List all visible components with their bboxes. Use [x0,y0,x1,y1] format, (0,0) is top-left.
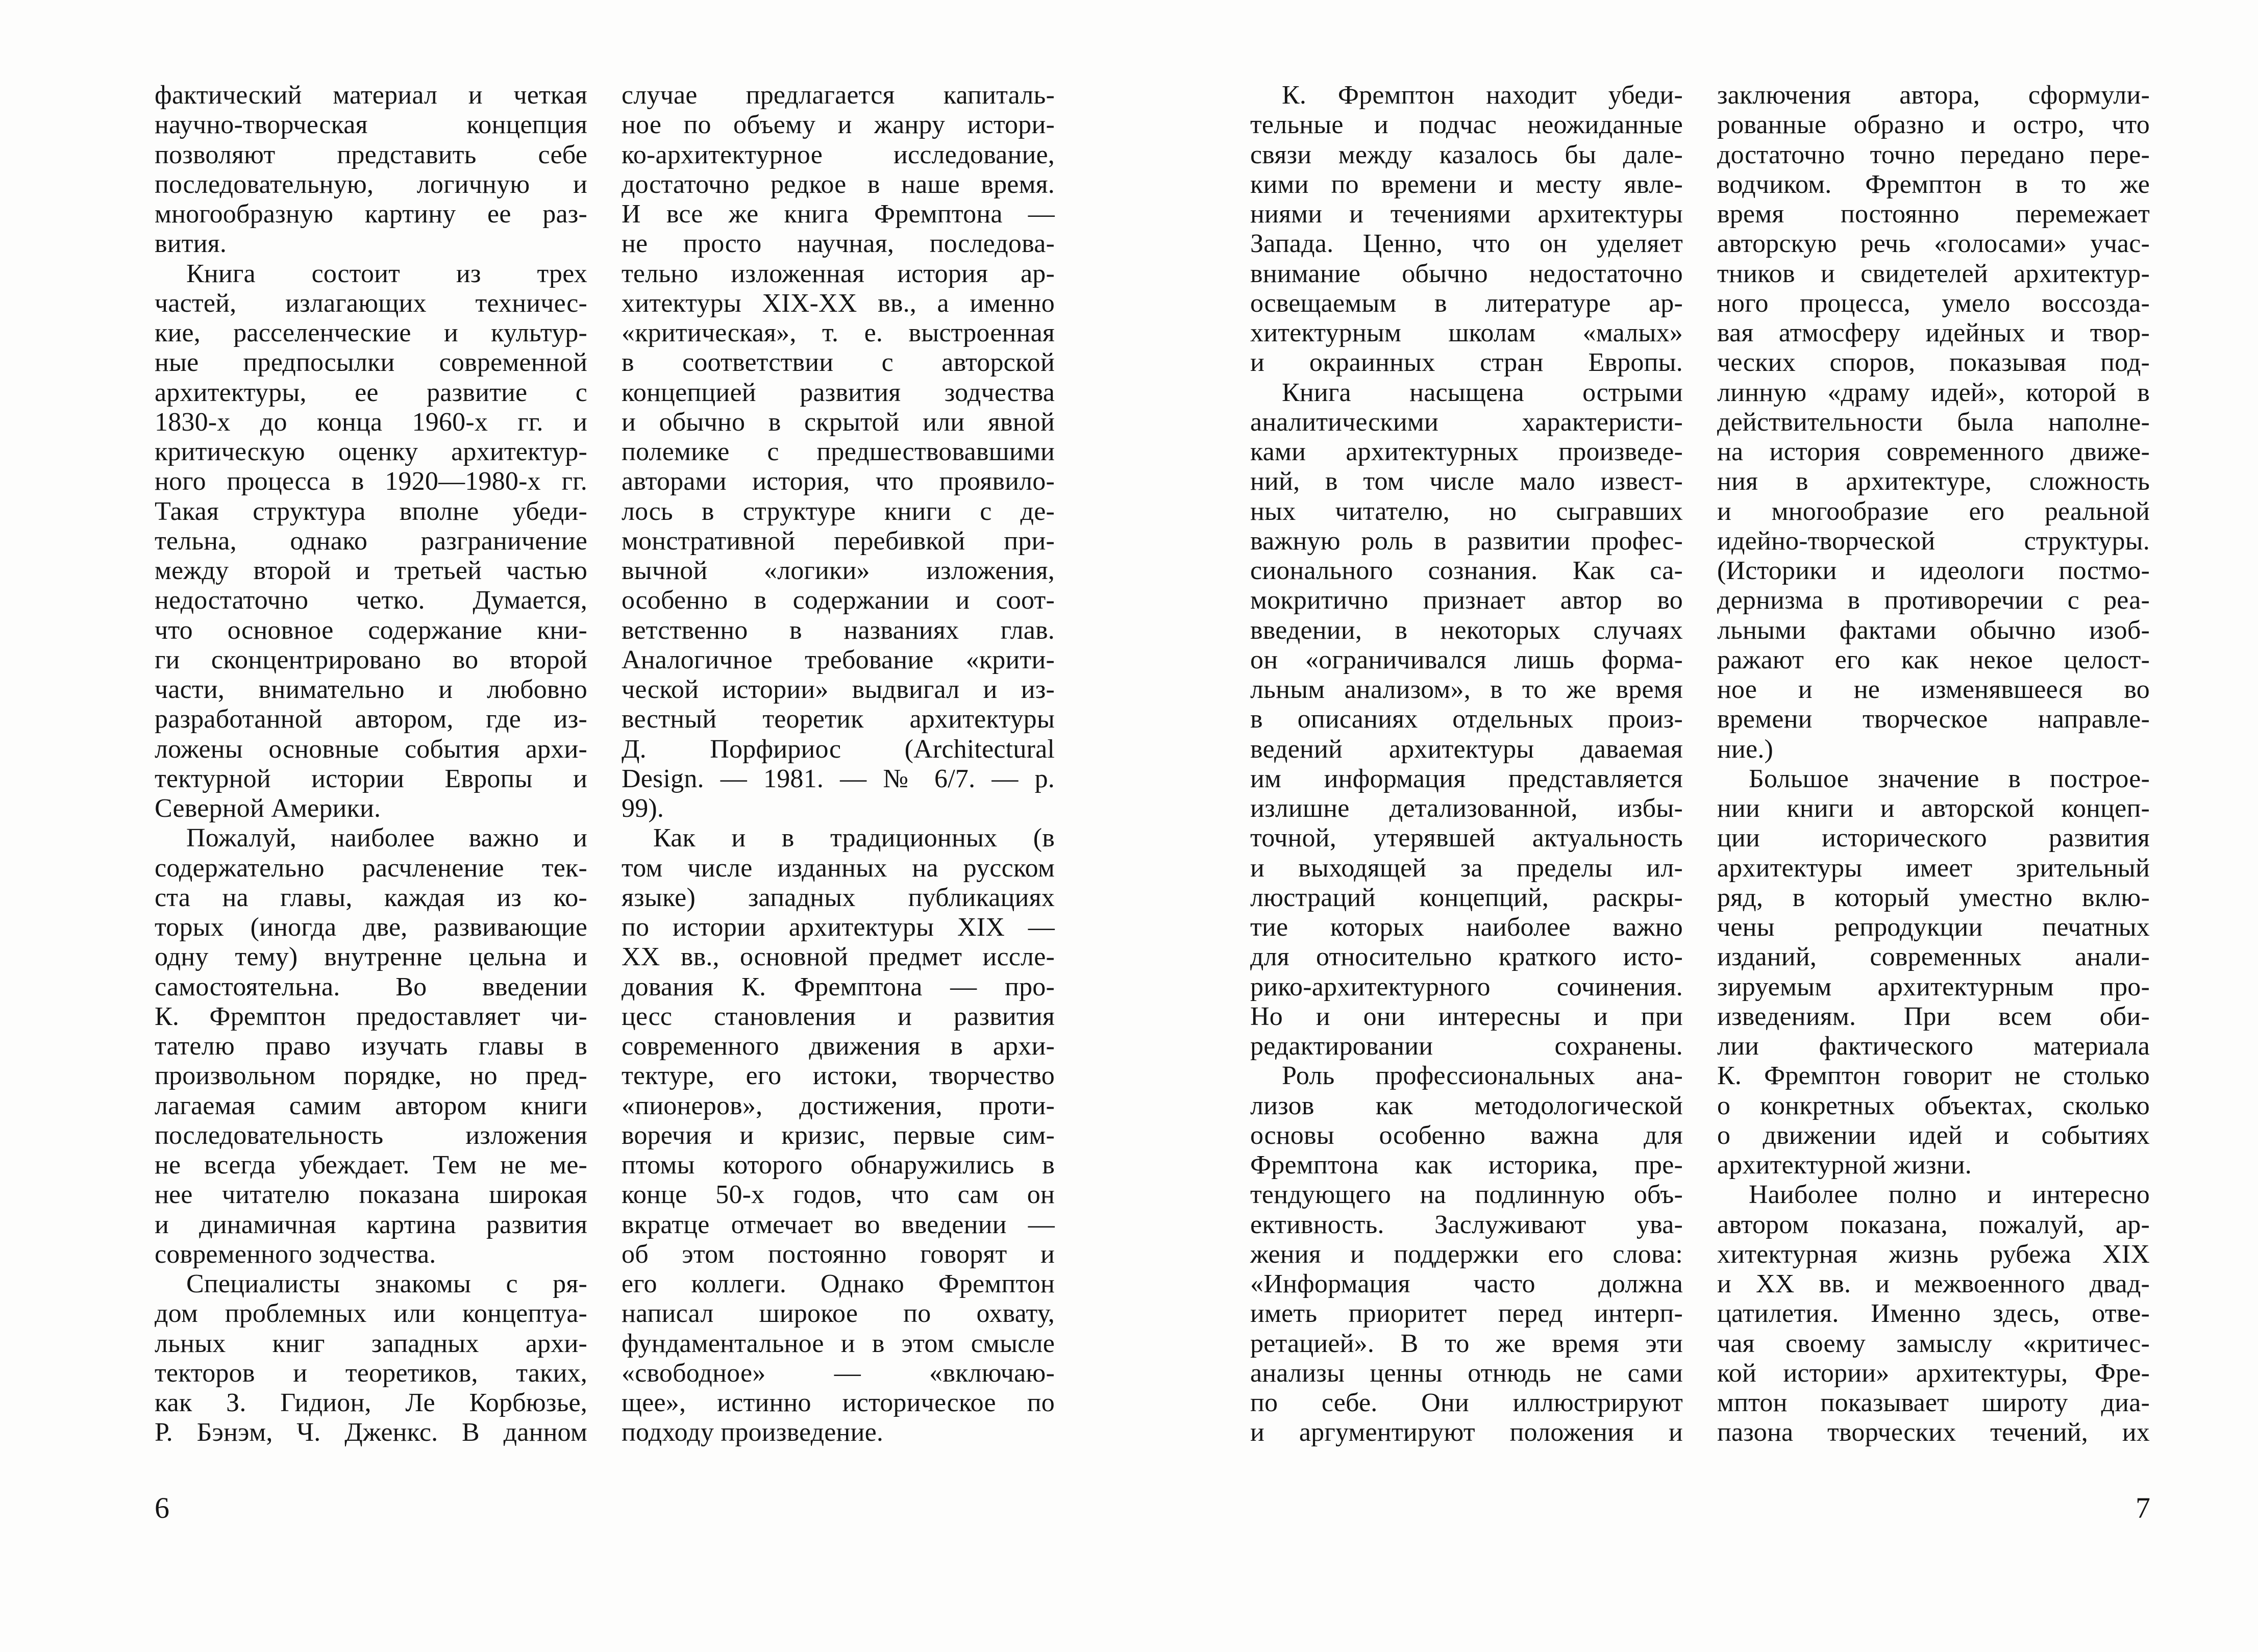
text-line: пазона творческих течений, их [1717,1418,2150,1447]
text-line: для относительно краткого исто- [1250,942,1683,972]
text-line: дования К. Фремптона — про- [622,972,1055,1002]
text-line: последовательную, логичную и [155,169,587,199]
text-line: цесс становления и развития [622,1002,1055,1031]
text-line: нее читателю показана широкая [155,1180,587,1210]
text-line: ряд, в который уместно вклю- [1717,883,2150,912]
left-page-column-2 [622,81,1055,1448]
text-line: позволяют представить себе [155,140,587,169]
text-line: зируемым архитектурным про- [1717,972,2150,1002]
text-line: хитектуры XIX-XX вв., а именно [622,288,1055,318]
text-line: современного зодчества. [155,1239,436,1269]
text-line: ных читателю, но сыгравших [1250,496,1683,526]
text-line: одну тему) внутренне цельна и [155,942,587,972]
text-line: жения и поддержки его слова: [1250,1239,1683,1269]
right-page-column-1 [1250,81,1683,1448]
text-line: тателю право изучать главы в [155,1032,587,1061]
text-line: современного движения в архи- [622,1032,1055,1061]
text-line: произвольном порядке, но пред- [155,1061,587,1091]
text-line: в описаниях отдельных произ- [1250,705,1683,734]
text-line: автором показана, пожалуй, ар- [1717,1210,2150,1239]
text-line: ний, в том числе мало извест- [1250,467,1683,496]
text-line: вестный теоретик архитектуры [622,705,1055,734]
text-line: ниями и течениями архитектуры [1250,199,1683,229]
text-line: тельно изложенная история ар- [622,259,1055,288]
text-line: Но и они интересны и при [1250,1002,1683,1031]
text-line: цатилетия. Именно здесь, отве- [1717,1299,2150,1329]
text-line: текторов и теоретиков, таких, [155,1358,587,1388]
text-line: ного процесса, умело воссозда- [1717,288,2150,318]
text-line: Д. Порфириос (Architectural [622,734,1055,764]
text-line: (Историки и идеологи постмо- [1717,556,2150,585]
text-line: ние.) [1717,734,1774,764]
text-line: дом проблемных или концептуа- [155,1299,587,1329]
text-line: рико-архитектурного сочинения. [1250,972,1683,1002]
text-line: «Информация часто должна [1250,1269,1683,1298]
text-line: и многообразие его реальной [1717,496,2150,526]
text-line: ретацией». В то же время эти [1250,1329,1683,1358]
text-line: тектурной истории Европы и [155,764,587,793]
text-line: Design. — 1981. — № 6/7. — р. [622,764,1055,793]
text-line: вая атмосферу идейных и твор- [1717,318,2150,347]
text-line: К. Фремптон говорит не столько [1717,1061,2150,1091]
text-line: идейно-творческой структуры. [1717,526,2150,556]
page-number-right: 7 [2136,1491,2150,1524]
text-line: ное и не изменявшееся во [1717,675,2150,704]
text-line: им информация представляется [1250,764,1683,793]
text-line: тельна, однако разграничение [155,526,587,556]
text-line: особенно в содержании и соот- [622,586,1055,615]
text-line: тников и свидетелей архитектур- [1717,259,2150,288]
text-line: ческих споров, показывая под- [1717,348,2150,378]
text-line: времени творческое направле- [1717,705,2150,734]
text-line: полемике с предшествовавшими [622,437,1055,466]
text-line: монстративной перебивкой при- [622,526,1055,556]
text-line: достаточно точно передано пере- [1717,140,2150,169]
text-line: между второй и третьей частью [155,556,587,585]
text-line: анализы ценны отнюдь не сами [1250,1358,1683,1388]
text-line: дернизма в противоречии с реа- [1717,586,2150,615]
text-line: льным анализом», в то же время [1250,675,1683,704]
text-line: вития. [155,229,227,259]
text-line: Такая структура вполне убеди- [155,496,587,526]
text-line: разработанной автором, где из- [155,705,587,734]
text-line: ражают его как некое целост- [1717,645,2150,674]
text-line: ста на главы, каждая из ко- [155,883,587,912]
text-line: тендующего на подлинную объ- [1250,1180,1683,1210]
text-line: И все же книга Фремптона — [622,199,1055,229]
text-line: воречия и кризис, первые сим- [622,1120,1055,1150]
text-line: чая своему замыслу «критичес- [1717,1329,2150,1358]
text-line: написал широкое по охвату, [622,1299,1055,1329]
text-line: фактический материал и четкая [155,81,587,110]
text-line: Книга насыщена острыми [1282,378,1683,407]
text-line: тельные и подчас неожиданные [1250,110,1683,140]
text-line: случае предлагается капиталь- [622,81,1055,110]
right-page-column-2 [1717,81,2150,1448]
text-line: и обычно в скрытой или явной [622,407,1055,437]
text-line: Северной Америки. [155,794,381,823]
text-line: по себе. Они иллюстрируют [1250,1388,1683,1417]
text-line: изданий, современных анали- [1717,942,2150,972]
text-line: ко-архитектурное исследование, [622,140,1055,169]
text-line: рованные образно и остро, что [1717,110,2150,140]
text-line: его коллеги. Однако Фремптон [622,1269,1055,1298]
text-line: о движении идей и событиях [1717,1120,2150,1150]
text-line: лии фактического материала [1717,1032,2150,1061]
text-line: он «ограничивался лишь форма- [1250,645,1683,674]
text-line: конце 50-х годов, что сам он [622,1180,1055,1210]
text-line: авторскую речь «голосами» учас- [1717,229,2150,259]
text-line: и окраинных стран Европы. [1250,348,1683,378]
text-line: Пожалуй, наиболее важно и [186,823,587,853]
text-line: фундаментальное и в этом смысле [622,1329,1055,1358]
text-line: введении, в некоторых случаях [1250,615,1683,645]
text-line: на история современного движе- [1717,437,2150,466]
text-line: лагаемая самим автором книги [155,1091,587,1120]
text-line: и XX вв. и межвоенного двад- [1717,1269,2150,1298]
text-line: Запада. Ценно, что он уделяет [1250,229,1683,259]
text-line: хитектурным школам «малых» [1250,318,1683,347]
text-line: ективность. Заслуживают ува- [1250,1210,1683,1239]
text-line: 99). [622,794,664,823]
text-line: многообразную картину ее раз- [155,199,587,229]
text-line: по истории архитектуры XIX — [622,913,1055,942]
text-line: льными фактами обычно изоб- [1717,615,2150,645]
text-line: недостаточно четко. Думается, [155,586,587,615]
text-line: связи между казалось бы дале- [1250,140,1683,169]
text-line: самостоятельна. Во введении [155,972,587,1002]
text-line: торых (иногда две, развивающие [155,913,587,942]
text-line: льных книг западных архи- [155,1329,587,1358]
text-line: заключения автора, сформули- [1717,81,2150,110]
text-line: содержательно расчленение тек- [155,853,587,883]
text-line: сионального сознания. Как са- [1250,556,1683,585]
text-line: о конкретных объектах, сколько [1717,1091,2150,1120]
text-line: тие которых наиболее важно [1250,913,1683,942]
text-line: хитектурная жизнь рубежа XIX [1717,1239,2150,1269]
text-line: подходу произведение. [622,1418,884,1447]
text-line: Как и в традиционных (в [653,823,1055,853]
text-line: кие, расселенческие и культур- [155,318,587,347]
text-line: и аргументируют положения и [1250,1418,1683,1447]
text-line: Фремптона как историка, пре- [1250,1150,1683,1180]
text-line: XX вв., основной предмет иссле- [622,942,1055,972]
left-page-column-1 [155,81,587,1448]
text-line: мокритично признает автор во [1250,586,1683,615]
text-line: внимание обычно недостаточно [1250,259,1683,288]
text-line: основы особенно важна для [1250,1120,1683,1150]
text-line: кими по времени и месту явле- [1250,169,1683,199]
text-line: достаточно редкое в наше время. [622,169,1055,199]
text-line: последовательность изложения [155,1120,587,1150]
text-line: время постоянно перемежает [1717,199,2150,229]
text-line: в соответствии с авторской [622,348,1055,378]
text-line: Аналогичное требование «крити- [622,645,1055,674]
text-line: критическую оценку архитектур- [155,437,587,466]
text-line: концепцией развития зодчества [622,378,1055,407]
text-line: К. Фремптон предоставляет чи- [155,1002,587,1031]
text-line: ложены основные события архи- [155,734,587,764]
text-line: не просто научная, последова- [622,229,1055,259]
text-line: важную роль в развитии профес- [1250,526,1683,556]
text-line: ги сконцентрировано во второй [155,645,587,674]
text-line: научно-творческая концепция [155,110,587,140]
text-line: нии книги и авторской концеп- [1717,794,2150,823]
text-line: как З. Гидион, Ле Корбюзье, [155,1388,587,1417]
text-line: 1830-х до конца 1960-х гг. и [155,407,587,437]
text-line: излишне детализованной, избы- [1250,794,1683,823]
text-line: лось в структуре книги с де- [622,496,1055,526]
text-line: мптон показывает широту диа- [1717,1388,2150,1417]
text-line: птомы которого обнаружились в [622,1150,1055,1180]
text-line: Специалисты знакомы с ря- [186,1269,587,1298]
text-line: освещаемым в литературе ар- [1250,288,1683,318]
text-line: ции исторического развития [1717,823,2150,853]
text-line: вкратце отмечает во введении — [622,1210,1055,1239]
text-line: линную «драму идей», которой в [1717,378,2150,407]
text-line: редактировании сохранены. [1250,1032,1683,1061]
text-line: «критическая», т. е. выстроенная [622,318,1055,347]
text-line: Наиболее полно и интересно [1749,1180,2150,1210]
text-line: архитектурной жизни. [1717,1150,1972,1180]
text-line: и динамичная картина развития [155,1210,587,1239]
text-line: действительности была наполне- [1717,407,2150,437]
text-line: авторами история, что проявило- [622,467,1055,496]
text-line: ные предпосылки современной [155,348,587,378]
text-line: люстраций концепций, раскры- [1250,883,1683,912]
text-line: чены репродукции печатных [1717,913,2150,942]
text-line: не всегда убеждает. Тем не ме- [155,1150,587,1180]
text-line: лизов как методологической [1250,1091,1683,1120]
text-line: К. Фремптон находит убеди- [1282,81,1683,110]
text-line: ками архитектурных произведе- [1250,437,1683,466]
text-line: части, внимательно и любовно [155,675,587,704]
text-line: Р. Бэнэм, Ч. Дженкс. В данном [155,1418,587,1447]
text-line: щее», истинно историческое по [622,1388,1055,1417]
text-line: ведений архитектуры даваемая [1250,734,1683,764]
text-line: языке) западных публикациях [622,883,1055,912]
text-line: что основное содержание кни- [155,615,587,645]
text-line: и выходящей за пределы ил- [1250,853,1683,883]
text-line: об этом постоянно говорят и [622,1239,1055,1269]
text-line: ветственно в названиях глав. [622,615,1055,645]
text-line: ния в архитектуре, сложность [1717,467,2150,496]
text-line: тектуре, его истоки, творчество [622,1061,1055,1091]
text-line: архитектуры имеет зрительный [1717,853,2150,883]
text-line: «пионеров», достижения, проти- [622,1091,1055,1120]
text-line: Большое значение в построе- [1749,764,2150,793]
text-line: Роль профессиональных ана- [1282,1061,1683,1091]
text-line: точной, утерявшей актуальность [1250,823,1683,853]
text-line: аналитическими характеристи- [1250,407,1683,437]
text-line: изведениям. При всем оби- [1717,1002,2150,1031]
text-line: Книга состоит из трех [186,259,587,288]
text-line: вычной «логики» изложения, [622,556,1055,585]
text-line: архитектуры, ее развитие с [155,378,587,407]
text-line: том числе изданных на русском [622,853,1055,883]
text-line: водчиком. Фремптон в то же [1717,169,2150,199]
page-number-left: 6 [155,1491,169,1524]
text-line: «свободное» — «включаю- [622,1358,1055,1388]
text-line: частей, излагающих техничес- [155,288,587,318]
text-line: ного процесса в 1920—1980-х гг. [155,467,587,496]
text-line: ческой истории» выдвигал и из- [622,675,1055,704]
text-line: иметь приоритет перед интерп- [1250,1299,1683,1329]
text-line: ное по объему и жанру истори- [622,110,1055,140]
text-line: кой истории» архитектуры, Фре- [1717,1358,2150,1388]
